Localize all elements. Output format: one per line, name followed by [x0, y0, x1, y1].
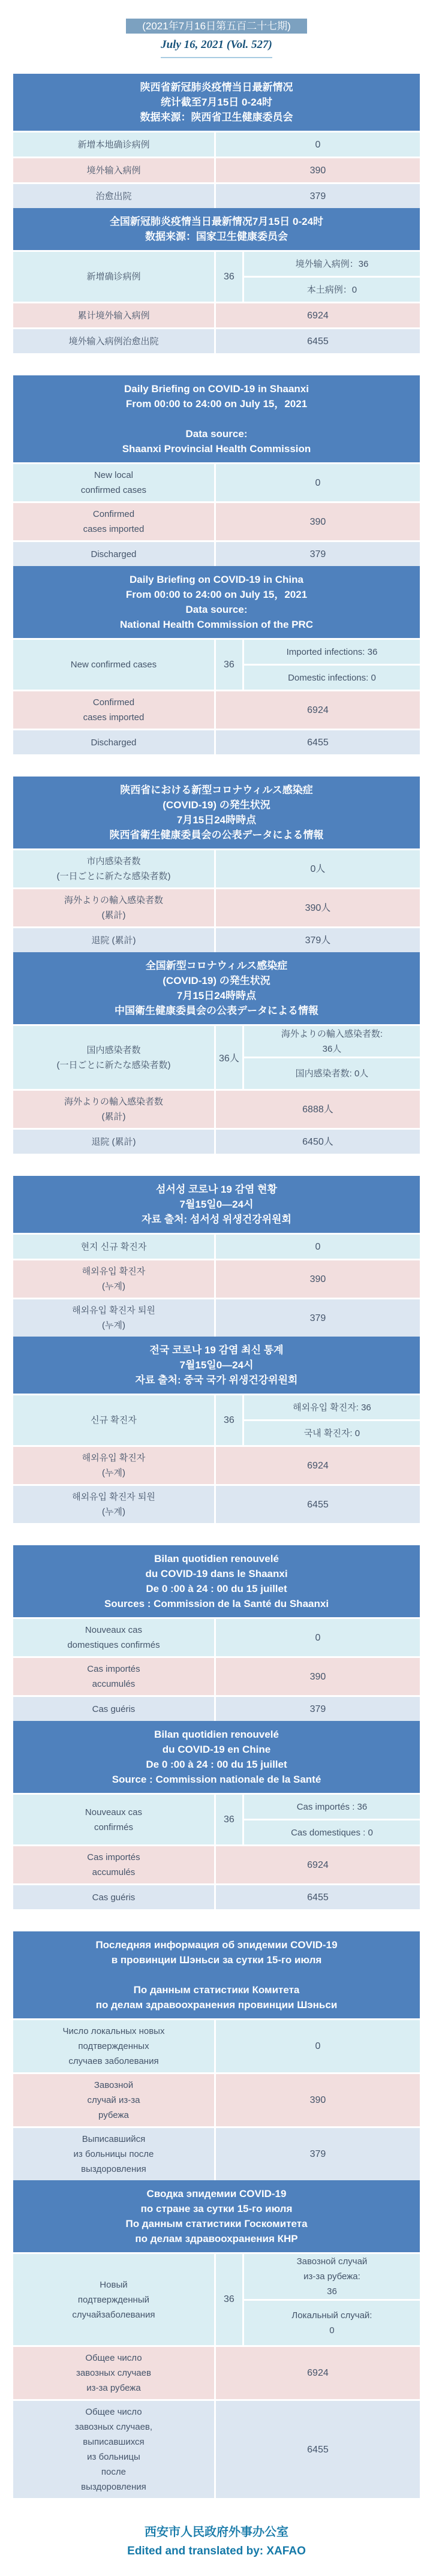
header-line: Сводка эпидемии COVID-19 — [146, 2188, 287, 2199]
label-line: domestiques confirmés — [67, 1640, 160, 1650]
data-row — [13, 1026, 420, 1089]
label-line: (一日ごとに新たな感染者数) — [56, 871, 171, 881]
row-total-value: 36 — [216, 1395, 242, 1445]
breakdown-cell — [244, 252, 420, 276]
label-line: New local — [94, 470, 133, 480]
row-label — [13, 1846, 214, 1883]
label-line: cases imported — [83, 712, 145, 723]
header-line: 全国新冠肺炎疫情当日最新情况7月15日 0-24时 — [109, 216, 324, 227]
row-label — [13, 2401, 214, 2498]
row-value: 379 — [216, 542, 420, 566]
label-line: accumulés — [92, 1867, 136, 1877]
row-label — [13, 1091, 214, 1128]
section-french — [13, 1545, 420, 1909]
label-line: 退院 (累計) — [91, 1136, 136, 1147]
row-label — [13, 1235, 214, 1259]
row-label — [13, 928, 214, 952]
row-label — [13, 889, 214, 926]
label-line: 治愈出院 — [95, 191, 132, 201]
row-value: 390 — [216, 1260, 420, 1298]
row-total-value: 36 — [216, 640, 242, 690]
breakdown-cell — [244, 1026, 420, 1057]
data-row — [13, 303, 420, 327]
header-line: 数据来源：国家卫生健康委员会 — [145, 231, 288, 242]
label-line: (누계) — [101, 1320, 125, 1331]
label-line: Общее число — [85, 2353, 142, 2363]
row-label — [13, 1795, 214, 1844]
row-label — [13, 252, 214, 302]
breakdown-cell — [244, 640, 420, 664]
data-row — [13, 158, 420, 182]
label-line: 新增确诊病例 — [86, 272, 141, 282]
data-row — [13, 133, 420, 157]
breakdown-cell — [244, 1795, 420, 1819]
label-line: Выписавшийся — [82, 2134, 146, 2144]
label-line: выздоровления — [81, 2482, 146, 2492]
row-value: 0 — [216, 1619, 420, 1656]
header-line: du COVID-19 en Chine — [162, 1744, 271, 1755]
data-row — [13, 691, 420, 729]
row-total-value: 36 — [216, 2254, 242, 2345]
breakdown-line: 境外输入病例：36 — [295, 258, 369, 269]
label-line: (累計) — [101, 1112, 126, 1122]
row-value: 0 — [216, 1235, 420, 1259]
data-row — [13, 1658, 420, 1695]
data-row — [13, 1130, 420, 1154]
breakdown-line: Imported infections: 36 — [286, 646, 378, 657]
data-row — [13, 329, 420, 353]
breakdown-cell — [244, 1395, 420, 1419]
data-row — [13, 1697, 420, 1721]
label-line: после — [101, 2467, 126, 2477]
header-line: 中国衛生健康委員会の公表データによる情報 — [115, 1005, 318, 1016]
row-value: 6455 — [216, 1486, 420, 1523]
label-line: из больницы после — [73, 2149, 154, 2159]
header-line: По данным статистики Комитета — [133, 1984, 300, 1996]
row-label — [13, 503, 214, 540]
label-line: 境外输入病例 — [86, 165, 141, 176]
row-value: 6924 — [216, 303, 420, 327]
row-label — [13, 1486, 214, 1523]
label-line: (누계) — [101, 1468, 125, 1478]
label-line: confirmed cases — [80, 485, 147, 495]
data-row — [13, 1885, 420, 1909]
label-line: Новый — [100, 2279, 128, 2290]
label-line: Общее число — [85, 2407, 142, 2417]
header-line: 全国新型コロナウィルス感染症 — [145, 960, 288, 971]
issue-date-english: July 16, 2021 (Vol. 527) — [161, 38, 272, 51]
row-value: 6455 — [216, 730, 420, 754]
row-label — [13, 730, 214, 754]
header-line: 7월15일0—24시 — [179, 1199, 254, 1210]
section-table-header — [13, 1337, 420, 1394]
row-label — [13, 158, 214, 182]
breakdown-cell — [244, 666, 420, 690]
section-russian — [13, 1931, 420, 2498]
data-row — [13, 1447, 420, 1484]
row-value: 0 — [216, 133, 420, 157]
row-label — [13, 1026, 214, 1089]
label-line: 해외유입 확진자 퇴원 — [72, 1492, 155, 1502]
label-line: (누계) — [101, 1281, 125, 1292]
data-row — [13, 1846, 420, 1883]
label-line: Discharged — [91, 737, 137, 748]
label-line: из больницы — [87, 2452, 140, 2462]
header-line: (COVID-19) の発生状況 — [163, 975, 270, 986]
label-line: Confirmed — [92, 697, 135, 708]
data-row — [13, 2128, 420, 2180]
row-value: 6455 — [216, 2401, 420, 2498]
header-line: From 00:00 to 24:00 on July 15，2021 — [125, 398, 308, 410]
section-table-header — [13, 566, 420, 638]
row-value: 390 — [216, 1658, 420, 1695]
row-label — [13, 2347, 214, 2399]
label-line: 境外输入病例治愈出院 — [68, 336, 159, 347]
row-label — [13, 1395, 214, 1445]
breakdown-line: 국내 확진자: 0 — [303, 1428, 360, 1439]
data-row — [13, 640, 420, 690]
label-line: из-за рубежа — [86, 2383, 141, 2393]
row-value: 390 — [216, 158, 420, 182]
row-value: 6888人 — [216, 1091, 420, 1128]
row-label — [13, 1447, 214, 1484]
row-value: 6455 — [216, 329, 420, 353]
data-row — [13, 503, 420, 540]
row-label — [13, 2254, 214, 2345]
row-value: 390人 — [216, 889, 420, 926]
label-line: cases imported — [83, 524, 145, 534]
breakdown-line: 本土病例：0 — [306, 284, 357, 295]
row-total-value: 36 — [216, 252, 242, 302]
breakdown-line: Domestic infections: 0 — [288, 672, 376, 683]
row-value: 379人 — [216, 928, 420, 952]
briefing-sections — [0, 74, 433, 2498]
breakdown-line: 36 — [327, 2286, 337, 2297]
row-label — [13, 464, 214, 501]
label-line: выздоровления — [81, 2164, 146, 2174]
breakdown-line: 해외유입 확진자: 36 — [293, 1402, 371, 1413]
data-row — [13, 889, 420, 926]
breakdown-cell — [244, 278, 420, 302]
label-line: Discharged — [91, 549, 137, 559]
header-line: Sources : Commission de la Santé du Shaanxi — [104, 1598, 329, 1609]
header-line: по стране за сутки 15-го июля — [140, 2203, 293, 2214]
row-label — [13, 1130, 214, 1154]
label-line: 新增本地确诊病例 — [77, 139, 150, 150]
header-line: 자료 출처: 섬서성 위생건강위원회 — [142, 1214, 291, 1225]
breakdown-cell — [244, 1421, 420, 1445]
header-line: 7월15일0—24시 — [179, 1359, 254, 1371]
label-line: подтвержденных — [78, 2041, 149, 2051]
breakdown-cell — [244, 2301, 420, 2346]
row-value: 6450人 — [216, 1130, 420, 1154]
data-row — [13, 1795, 420, 1844]
breakdown-line: 0 — [329, 2325, 335, 2336]
data-row — [13, 928, 420, 952]
row-label — [13, 184, 214, 208]
row-breakdown — [244, 1026, 420, 1089]
section-table-header — [13, 208, 420, 250]
row-label — [13, 850, 214, 887]
data-row — [13, 1619, 420, 1656]
header-line: по делам здравоохранения КНР — [135, 2233, 298, 2244]
row-breakdown — [244, 1795, 420, 1844]
section-table-header — [13, 777, 420, 848]
data-row — [13, 1235, 420, 1259]
label-line: Число локальных новых — [62, 2026, 165, 2036]
section-table-header — [13, 74, 420, 131]
label-line: 해외유입 확진자 — [82, 1453, 146, 1463]
data-row — [13, 184, 420, 208]
row-value: 0人 — [216, 850, 420, 887]
label-line: Cas guéris — [92, 1892, 136, 1903]
breakdown-line: Cas domestiques : 0 — [291, 1827, 373, 1838]
label-line: New confirmed cases — [70, 660, 157, 670]
row-value: 379 — [216, 184, 420, 208]
header-line: 7月15日24時時点 — [176, 990, 257, 1001]
label-line: подтвержденный — [77, 2294, 150, 2305]
row-breakdown — [244, 2254, 420, 2345]
label-line: Nouveaux cas — [85, 1625, 142, 1635]
header-line: в провинции Шэньси за сутки 15-го июля — [111, 1954, 322, 1966]
row-breakdown — [244, 1395, 420, 1445]
row-total-value: 36人 — [216, 1026, 242, 1089]
header-line: De 0 :00 à 24 : 00 du 15 juillet — [146, 1583, 287, 1594]
label-line: (누계) — [101, 1507, 125, 1517]
masthead-underline — [161, 57, 272, 58]
header-line: Data source: — [185, 428, 248, 440]
issue-number-box: (2021年7月16日第五百二十七期) — [126, 19, 307, 34]
label-line: 해외유입 확진자 퇴원 — [72, 1305, 155, 1316]
label-line: 현지 신규 확진자 — [80, 1241, 147, 1252]
row-value: 6924 — [216, 2347, 420, 2399]
data-row — [13, 730, 420, 754]
row-value: 390 — [216, 503, 420, 540]
row-label — [13, 542, 214, 566]
breakdown-line: 海外よりの輸入感染者数: — [281, 1028, 383, 1039]
breakdown-cell — [244, 2254, 420, 2299]
row-label — [13, 2074, 214, 2126]
header-line: 전국 코로나 19 감염 최신 통계 — [149, 1344, 284, 1356]
row-value: 379 — [216, 2128, 420, 2180]
header-line: From 00:00 to 24:00 on July 15，2021 — [125, 589, 308, 600]
row-total-value: 36 — [216, 1795, 242, 1844]
breakdown-line: Завозной случай — [296, 2256, 368, 2267]
row-value: 390 — [216, 2074, 420, 2126]
data-row — [13, 2020, 420, 2072]
data-row — [13, 1091, 420, 1128]
section-table-header — [13, 952, 420, 1024]
header-line: Bilan quotidien renouvelé — [154, 1729, 279, 1740]
row-breakdown — [244, 640, 420, 690]
header-line: 섬서성 코로나 19 감염 현황 — [155, 1184, 278, 1195]
row-label — [13, 2020, 214, 2072]
breakdown-line: из-за рубежа: — [303, 2271, 360, 2282]
row-label — [13, 1885, 214, 1909]
label-line: Завозной — [94, 2080, 134, 2090]
header-line: De 0 :00 à 24 : 00 du 15 juillet — [146, 1759, 287, 1770]
section-table-header — [13, 1545, 420, 1617]
label-line: Cas importés — [87, 1852, 140, 1862]
row-label — [13, 303, 214, 327]
header-line: Последняя информация об эпидемии COVID-19 — [95, 1939, 338, 1951]
row-label — [13, 133, 214, 157]
header-line: 数据来源：陕西省卫生健康委员会 — [140, 112, 293, 123]
row-label — [13, 1658, 214, 1695]
header-line: (COVID-19) の発生状況 — [163, 799, 270, 811]
footer — [0, 2523, 433, 2560]
header-line: Shaanxi Provincial Health Commission — [122, 443, 311, 455]
label-line: завозных случаев, — [74, 2422, 153, 2432]
section-table-header — [13, 1721, 420, 1793]
row-label — [13, 1299, 214, 1337]
header-line: 자료 출처: 중국 국가 위생건강위원회 — [135, 1374, 298, 1386]
label-line: случайзаболевания — [72, 2309, 155, 2320]
row-value: 0 — [216, 2020, 420, 2072]
row-value: 6924 — [216, 1447, 420, 1484]
section-korean — [13, 1176, 420, 1523]
header-line: По данным статистики Госкомитета — [125, 2218, 308, 2229]
row-value: 6924 — [216, 1846, 420, 1883]
breakdown-line: 36人 — [322, 1043, 342, 1054]
header-line: Source : Commission nationale de la Santé — [112, 1774, 321, 1785]
data-row — [13, 2401, 420, 2498]
header-line — [20, 1967, 413, 1982]
label-line: confirmés — [94, 1822, 133, 1832]
label-line: рубежа — [98, 2110, 129, 2120]
section-table-header — [13, 375, 420, 462]
data-row — [13, 1486, 420, 1523]
breakdown-cell — [244, 1058, 420, 1089]
data-row — [13, 464, 420, 501]
row-label — [13, 1619, 214, 1656]
data-row — [13, 252, 420, 302]
row-value: 6455 — [216, 1885, 420, 1909]
label-line: Cas guéris — [92, 1704, 136, 1714]
data-row — [13, 1299, 420, 1337]
data-row — [13, 1260, 420, 1298]
row-value: 379 — [216, 1697, 420, 1721]
label-line: завозных случаев — [76, 2368, 151, 2378]
label-line: 累计境外输入病例 — [77, 310, 150, 321]
header-line — [20, 411, 413, 426]
header-line: 统计截至7月15日 0-24时 — [160, 97, 273, 108]
header-line: 7月15日24時時点 — [176, 814, 257, 826]
label-line: (累計) — [101, 910, 126, 920]
row-label — [13, 329, 214, 353]
label-line: (一日ごとに新たな感染者数) — [56, 1060, 171, 1070]
breakdown-line: Cas importés : 36 — [296, 1801, 368, 1812]
section-table-header — [13, 1931, 420, 2018]
section-japanese — [13, 777, 420, 1154]
section-table-header — [13, 1176, 420, 1233]
section-table-header — [13, 2180, 420, 2252]
data-row — [13, 850, 420, 887]
header-line: 陕西省衛生健康委員会の公表データによる情報 — [109, 829, 324, 841]
breakdown-cell — [244, 1820, 420, 1844]
label-line: 海外よりの輸入感染者数 — [64, 1097, 163, 1107]
row-label — [13, 691, 214, 729]
section-english — [13, 375, 420, 754]
label-line: 国内感染者数 — [86, 1045, 141, 1055]
row-label — [13, 1260, 214, 1298]
label-line: случай из-за — [87, 2095, 140, 2105]
label-line: 市内感染者数 — [86, 856, 141, 866]
footer-credit-english: Edited and translated by: XAFAO — [127, 2545, 306, 2557]
row-label — [13, 1697, 214, 1721]
label-line: случаев заболевания — [68, 2056, 159, 2066]
row-breakdown — [244, 252, 420, 302]
row-value: 6924 — [216, 691, 420, 729]
breakdown-line: 国内感染者数: 0人 — [295, 1069, 369, 1079]
label-line: 退院 (累計) — [91, 935, 136, 946]
header-line: du COVID-19 dans le Shaanxi — [145, 1568, 288, 1579]
label-line: 신규 확진자 — [91, 1415, 137, 1425]
data-row — [13, 2347, 420, 2399]
row-label — [13, 2128, 214, 2180]
data-row — [13, 2074, 420, 2126]
header-line: Bilan quotidien renouvelé — [154, 1553, 279, 1564]
header-line: по делам здравоохранения провинции Шэньси — [95, 1999, 338, 2011]
breakdown-line: Локальный случай: — [291, 2310, 372, 2321]
data-row — [13, 1395, 420, 1445]
row-value: 0 — [216, 464, 420, 501]
header-line: Daily Briefing on COVID-19 in China — [130, 574, 303, 585]
label-line: accumulés — [92, 1679, 136, 1689]
header-line: Daily Briefing on COVID-19 in Shaanxi — [124, 383, 309, 395]
section-chinese — [13, 74, 420, 353]
data-row — [13, 2254, 420, 2345]
label-line: выписавшихся — [83, 2437, 145, 2447]
label-line: 海外よりの輸入感染者数 — [64, 895, 163, 905]
footer-org-chinese: 西安市人民政府外事办公室 — [145, 2526, 288, 2539]
header-line: 陕西省における新型コロナウィルス感染症 — [120, 784, 313, 796]
row-value: 379 — [216, 1299, 420, 1337]
header-line: National Health Commission of the PRC — [119, 619, 314, 630]
data-row — [13, 542, 420, 566]
label-line: Nouveaux cas — [85, 1807, 142, 1817]
label-line: 해외유입 확진자 — [82, 1266, 146, 1277]
header-line: Data source: — [185, 604, 248, 615]
label-line: Cas importés — [87, 1664, 140, 1674]
header-line: 陕西省新冠肺炎疫情当日最新情况 — [140, 82, 293, 93]
label-line: Confirmed — [92, 509, 135, 519]
row-label — [13, 640, 214, 690]
masthead — [0, 19, 433, 58]
